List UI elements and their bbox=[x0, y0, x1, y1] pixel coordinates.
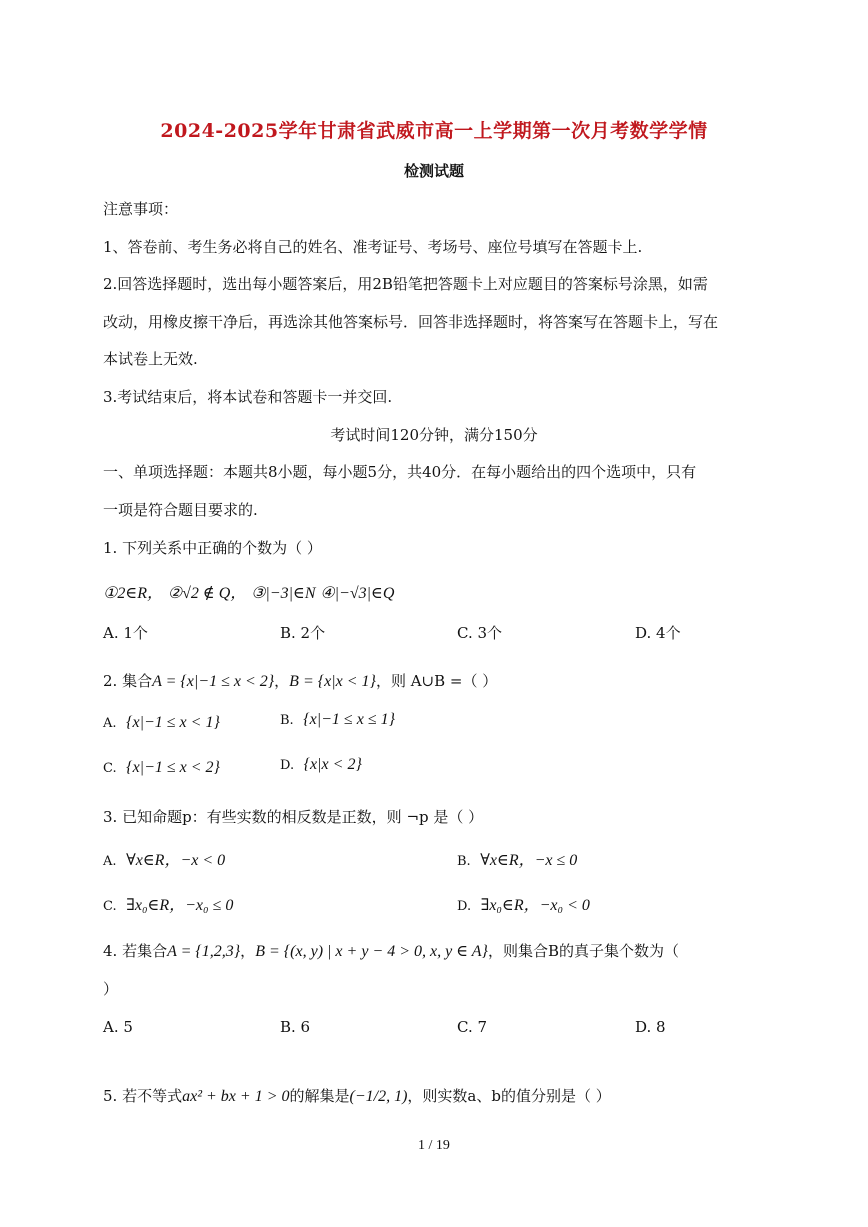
q2-stem bbox=[103, 670, 497, 691]
q2-option-a-value: {x|−1 ≤ x < 1} bbox=[126, 714, 220, 731]
q5-interval: (−1/2, 1) bbox=[349, 1088, 408, 1105]
q1-option-a: A. 1个 bbox=[103, 624, 148, 642]
q2-option-c-value: {x|−1 ≤ x < 2} bbox=[126, 759, 220, 776]
q1-option-b: B. 2个 bbox=[280, 624, 326, 642]
q2-set-b: B = {x|x < 1} bbox=[289, 673, 376, 690]
q5-inequality: ax² + bx + 1 > 0 bbox=[182, 1088, 290, 1105]
q3-option-a-label: A. bbox=[103, 854, 117, 869]
notice-heading: 注意事项： bbox=[103, 200, 179, 218]
q2-comma: ， bbox=[274, 672, 290, 690]
q2-option-c-label: C. bbox=[103, 761, 117, 776]
q4-option-a: A. 5 bbox=[103, 1018, 133, 1036]
q4-option-c: C. 7 bbox=[457, 1018, 488, 1036]
q3-option-c bbox=[103, 892, 233, 915]
q2-stem-suffix: ，则 A∪B =（ ） bbox=[375, 672, 498, 690]
q2-option-b-label: B. bbox=[280, 713, 294, 728]
page-title: 2024-2025学年甘肃省武威市高一上学期第一次月考数学学情 bbox=[160, 120, 708, 142]
q4-option-d: D. 8 bbox=[635, 1018, 666, 1036]
notice-item-3: 3.考试结束后，将本试卷和答题卡一并交回. bbox=[103, 388, 393, 406]
q2-set-a: A = {x|−1 ≤ x < 2} bbox=[152, 673, 275, 690]
q2-stem-prefix: 2. 集合 bbox=[103, 672, 153, 690]
q3-stem: 3. 已知命题p：有些实数的相反数是正数，则 ¬p 是（ ） bbox=[103, 808, 484, 826]
q1-item-1: ①2∈R， bbox=[103, 585, 163, 602]
q3-option-b bbox=[457, 847, 577, 870]
q2-option-b bbox=[280, 710, 395, 729]
page-subtitle: 检测试题 bbox=[403, 162, 464, 180]
q2-option-d bbox=[280, 755, 362, 774]
q3-option-c-value: ∃x₀∈R，−x₀ ≤ 0 bbox=[126, 897, 234, 914]
exam-time: 考试时间120分钟，满分150分 bbox=[330, 426, 538, 444]
q4-stem-prefix: 4. 若集合 bbox=[103, 942, 168, 960]
q2-option-a-label: A. bbox=[103, 716, 117, 731]
q3-option-d-label: D. bbox=[457, 899, 472, 914]
q4-set-a: A = {1,2,3} bbox=[167, 943, 241, 960]
q2-option-b-value: {x|−1 ≤ x ≤ 1} bbox=[303, 711, 395, 728]
q3-option-c-label: C. bbox=[103, 899, 117, 914]
q1-option-c: C. 3个 bbox=[457, 624, 503, 642]
q1-item-4: ④|−√3|∈Q bbox=[320, 585, 395, 602]
q2-option-a bbox=[103, 713, 220, 732]
q3-option-d bbox=[457, 892, 590, 915]
section-1-line-1: 一、单项选择题：本题共8小题，每小题5分，共40分．在每小题给出的四个选项中，只有 bbox=[103, 463, 697, 481]
q3-option-a bbox=[103, 847, 225, 870]
notice-item-2-line-1: 2.回答选择题时，选出每小题答案后，用2B铅笔把答题卡上对应题目的答案标号涂黑，如需 bbox=[103, 275, 708, 293]
q5-stem-prefix: 5. 若不等式 bbox=[103, 1087, 183, 1105]
q2-option-d-value: {x|x < 2} bbox=[303, 756, 362, 773]
notice-item-2-line-2: 改动，用橡皮擦干净后，再选涂其他答案标号．回答非选择题时，将答案写在答题卡上，写在 bbox=[103, 313, 719, 331]
q1-item-3: ③|−3|∈N bbox=[251, 585, 316, 602]
q1-items bbox=[103, 580, 394, 603]
q4-stem-close: ） bbox=[103, 980, 119, 998]
section-1-line-2: 一项是符合题目要求的. bbox=[103, 501, 258, 519]
q2-option-d-label: D. bbox=[280, 758, 295, 773]
q5-mid-text: 的解集是 bbox=[289, 1087, 350, 1105]
q4-option-b: B. 6 bbox=[280, 1018, 311, 1036]
q4-stem: 4. 若集合A = {1,2,3}，B = {(x, y) | x + y − 4 > 0, x, y ∈ A}，则集合B的真子集个数为（ bbox=[103, 942, 679, 960]
notice-item-1: 1、答卷前、考生务必将自己的姓名、准考证号、考场号、座位号填写在答题卡上. bbox=[103, 238, 643, 256]
page-number: 1 / 19 bbox=[418, 1138, 450, 1153]
q4-set-b: B = {(x, y) | x + y − 4 > 0, x, y ∈ A} bbox=[255, 943, 488, 960]
q3-option-b-label: B. bbox=[457, 854, 471, 869]
q3-option-d-value: ∃x₀∈R，−x₀ < 0 bbox=[480, 897, 590, 914]
notice-item-2-line-3: 本试卷上无效. bbox=[103, 350, 198, 368]
q5-stem bbox=[103, 1085, 611, 1106]
q5-stem-suffix: ，则实数a、b的值分别是（ ） bbox=[407, 1087, 611, 1105]
q4-stem-suffix: ，则集合B的真子集个数为（ bbox=[487, 942, 679, 960]
q3-option-b-value: ∀x∈R，−x ≤ 0 bbox=[480, 852, 578, 869]
q2-option-c bbox=[103, 758, 220, 777]
q1-stem: 1. 下列关系中正确的个数为（ ） bbox=[103, 539, 322, 557]
q1-option-d: D. 4个 bbox=[635, 624, 681, 642]
q1-item-2: ②√2 ∉ Q， bbox=[167, 585, 247, 602]
q3-option-a-value: ∀x∈R，−x < 0 bbox=[126, 852, 226, 869]
